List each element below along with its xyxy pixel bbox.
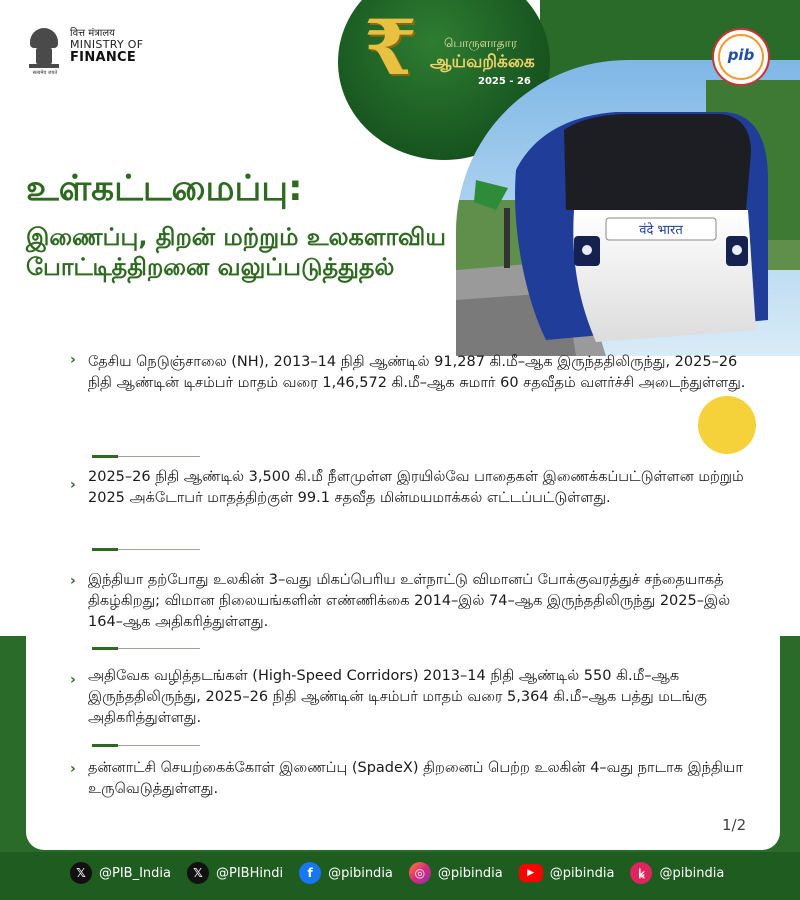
social-link-x-pib-india[interactable] [70,862,171,884]
facebook-icon: f [299,862,321,884]
social-handle: @pibindia [659,865,725,881]
badge-year: 2025 - 26 [478,76,531,87]
social-handle: @pibindia [437,865,503,881]
train-destination-board: वंदे भारत [639,223,683,238]
ministry-name-line1: MINISTRY OF [70,38,144,51]
chevron-right-icon: › [70,477,76,493]
social-handle: @PIBHindi [216,865,284,881]
divider [92,745,200,746]
social-handle: @PIB_India [99,865,171,881]
rupee-icon: ₹ [364,3,417,92]
national-emblem-icon [26,26,62,74]
social-handle: @pibindia [549,865,615,881]
badge-title-line2: ஆய்வறிக்கை [430,52,535,72]
list-item-text: தேசிய நெடுஞ்சாலை (NH), 2013–14 நிதி ஆண்டில் 91,287 கி.மீ–ஆக இருந்ததிலிருந்து, 2025–26 நிதி ஆண்டின் டிசம்பர் மாதம் வரை 1,46,572 கி.மீ–ஆக சுமார் 60 சதவீதம் வளர்ச்சி அடைந்துள்ளது. [88,354,746,391]
divider [92,456,200,457]
instagram-icon: ◎ [409,862,431,884]
ministry-of-finance-logo [26,26,143,74]
badge-title-line1: பொருளாதார [444,36,518,50]
social-link-youtube[interactable] [519,864,615,882]
social-link-koo[interactable] [630,862,724,884]
list-item [70,352,760,394]
page-subtitle: இணைப்பு, திறன் மற்றும் உலகளாவிய போட்டித்திறனை வலுப்படுத்துதல் [26,223,446,281]
list-item-text: இந்தியா தற்போது உலகின் 3–வது மிகப்பெரிய உள்நாட்டு விமானப் போக்குவரத்துச் சந்தையாகத் திகழ்கிறது; விமான நிலையங்களின் எண்ணிக்கை 2014–இல் 74–ஆக இருந்ததிலிருந்து 2025–இல் 164–ஆக அதிகரித்துள்ளது. [88,572,731,630]
social-link-x-pib-hindi[interactable] [187,862,283,884]
list-item [70,467,760,509]
pib-logo [712,28,770,86]
emblem-motto: सत्यमेव जयते [32,70,58,76]
ministry-name-line2: FINANCE [70,50,137,66]
list-item-text: 2025–26 நிதி ஆண்டில் 3,500 கி.மீ நீளமுள்ள இரயில்வே பாதைகள் இணைக்கப்பட்டுள்ளன மற்றும் 2025 அக்டோபர் மாதத்திற்குள் 99.1 சதவீத மின்மயமாக்கல் எட்டப்பட்டுள்ளது. [88,469,744,506]
koo-icon: ꝃ [630,862,652,884]
social-link-facebook[interactable] [299,862,393,884]
chevron-right-icon: › [70,761,76,777]
x-icon: 𝕏 [70,862,92,884]
list-item [70,570,760,633]
social-link-instagram[interactable] [409,862,503,884]
list-item [70,758,760,800]
list-item-text: தன்னாட்சி செயற்கைக்கோள் இணைப்பு (SpadeX) திறனைப் பெற்ற உலகின் 4–வது நாடாக இந்தியா உருவெடுத்துள்ளது. [88,760,743,797]
ministry-name-hindi: वित्त मंत्रालय [70,28,115,39]
divider [92,549,200,550]
x-icon: 𝕏 [187,862,209,884]
chevron-right-icon: › [70,352,76,368]
list-item-text: அதிவேக வழித்தடங்கள் (High-Speed Corridors) 2013–14 நிதி ஆண்டில் 550 கி.மீ–ஆக இருந்ததிலிருந்து, 2025–26 நிதி ஆண்டின் டிசம்பர் மாதம் வரை 5,364 கி.மீ–ஆக பத்து மடங்கு அதிகரித்துள்ளது. [88,668,707,726]
decorative-yellow-circle [698,396,756,454]
chevron-right-icon: › [70,672,76,688]
page-number: 1/2 [722,816,747,834]
pib-logo-text: pib [727,46,755,64]
chevron-right-icon: › [70,573,76,589]
page-title: உள்கட்டமைப்பு: [26,168,303,209]
social-handle: @pibindia [328,865,393,881]
social-links [70,862,740,884]
list-item [70,666,760,729]
divider [92,648,200,649]
youtube-icon: ▶ [519,864,543,882]
